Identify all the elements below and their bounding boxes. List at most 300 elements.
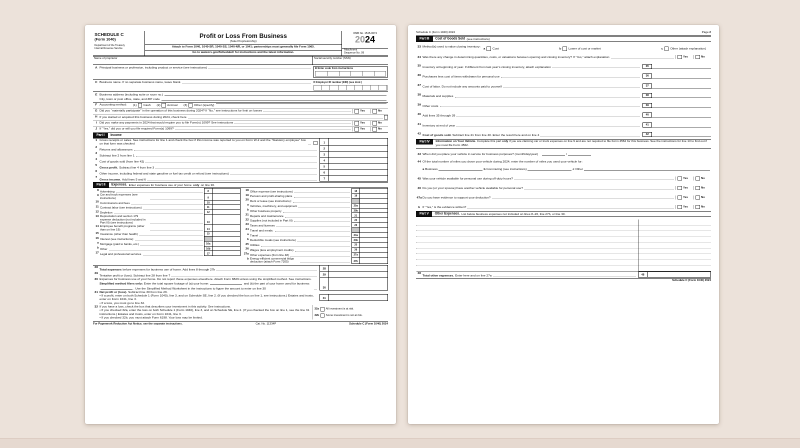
- yes-checkbox[interactable]: [678, 205, 682, 209]
- business-code-cells[interactable]: [315, 71, 386, 77]
- line-label: Contract labor (see instructions): [100, 206, 142, 210]
- line-label-area: [423, 64, 643, 69]
- expenses-left-column: [93, 189, 241, 264]
- yes-cell: [675, 195, 693, 199]
- line-number-box: 24b: [352, 237, 361, 242]
- no-cell: [370, 127, 388, 131]
- dotted-leader: [611, 58, 674, 59]
- yes-checkbox[interactable]: [678, 176, 682, 180]
- line-label: Repairs and maintenance: [250, 214, 284, 218]
- line-a-label: Principal business or profession, including product or service (see instructions): [99, 65, 207, 70]
- line-number-box: 12: [204, 210, 213, 215]
- ein-cells[interactable]: [314, 85, 388, 91]
- amount-field[interactable]: [329, 294, 388, 301]
- cogs-row: [416, 122, 711, 127]
- no-checkbox[interactable]: [696, 195, 700, 199]
- line-letter: A: [95, 65, 98, 70]
- line-number: 10: [95, 200, 99, 204]
- line-number-box: 38: [643, 93, 653, 98]
- accrual-label: Accrual: [167, 103, 178, 107]
- line-number: a: [247, 233, 249, 237]
- line-number-box: 16b: [204, 246, 213, 251]
- part-ii-only: only: [193, 183, 200, 187]
- dotted-leader: [175, 129, 350, 130]
- blank-line[interactable]: [216, 103, 387, 104]
- line-number: 38: [417, 93, 421, 97]
- no-checkbox[interactable]: [696, 55, 700, 59]
- yes-no-cells: [352, 127, 388, 131]
- line-number: 19: [245, 193, 249, 197]
- line-number-box: 25: [352, 242, 361, 247]
- line-number-box: 31: [320, 294, 330, 301]
- at-risk-options: [312, 305, 388, 320]
- line-number-box: 14: [204, 224, 213, 231]
- line-31-bullet-1: • If a profit, enter on both Schedule 1 (Form 1040), line 3, and on Schedule SE, line 2. (If you checked the box on line 1, see instructions.) Estates and trusts, enter on Form 1041, line 3.: [99, 294, 314, 302]
- amount-field[interactable]: [652, 122, 711, 127]
- line-label: Cost of goods sold (from line 42): [99, 160, 145, 164]
- line-31-bullet-2: • If a loss, you must go to line 32.: [99, 301, 145, 305]
- blank-line[interactable]: [161, 100, 386, 101]
- line-number-box: 41: [643, 122, 653, 127]
- all-investment-checkbox[interactable]: [320, 307, 324, 311]
- expense-row: [93, 251, 241, 256]
- some-investment-checkbox[interactable]: [320, 313, 324, 317]
- line-number: 5: [95, 163, 98, 168]
- part-ii-expenses: [93, 189, 388, 264]
- line-number: 8: [97, 188, 99, 192]
- other-inventory-checkbox[interactable]: [664, 47, 668, 51]
- dotted-leader: [235, 123, 351, 124]
- attach-instruction: Attach to Form 1040, 1040-SR, 1040-SS, 1040-NR, or 1041; partnerships must generally file Form 1065.: [145, 44, 342, 49]
- line-number-box: 24a: [352, 232, 361, 237]
- yes-label: Yes: [683, 195, 688, 199]
- amount-field[interactable]: [652, 103, 711, 108]
- part-iv-header: [416, 139, 711, 149]
- line-a-text-area[interactable]: [100, 66, 313, 70]
- no-label: No: [701, 176, 705, 180]
- line-label-area: [100, 194, 204, 201]
- no-checkbox[interactable]: [373, 121, 377, 125]
- line-number-box: 48: [638, 271, 648, 277]
- line-letter: G: [95, 109, 98, 113]
- option-32a-number: 32a: [314, 307, 319, 311]
- line-number: 14: [95, 225, 99, 229]
- line-number: 2: [95, 145, 98, 150]
- amount-field[interactable]: [213, 214, 241, 225]
- year-suffix: 24: [365, 34, 376, 45]
- line-label: Subtract line 4 from line 3: [119, 166, 155, 170]
- line-number-box: 27a: [352, 252, 361, 257]
- line-number-box: 39: [643, 103, 653, 108]
- part-v-subtitle: List below business expenses not included on lines 8–26, line 27b, or line 30.: [461, 212, 566, 216]
- line-j-row: [93, 126, 388, 132]
- line-number: 47a: [416, 196, 422, 200]
- yes-no-cells: [675, 205, 711, 209]
- line-43-label: When did you place your vehicle in service for business purposes? (month/day/year): [422, 152, 539, 156]
- no-cell: [693, 186, 711, 190]
- business-miles-blank[interactable]: [439, 168, 483, 172]
- question-text: Did you “materially participate” in the operation of this business during 2024? If “No,” see instructions for limit on losses: [99, 109, 262, 113]
- yes-checkbox[interactable]: [678, 186, 682, 190]
- form-id-block: [93, 31, 145, 55]
- amount-field[interactable]: [329, 277, 388, 290]
- form-footer-id: Schedule C (Form 1040) 2024: [672, 279, 711, 283]
- commuting-miles-blank[interactable]: [528, 168, 572, 172]
- question-text: [423, 177, 676, 181]
- line-number-box: 6: [320, 169, 330, 176]
- part-iv-intro: Information on Your Vehicle. Complete this part only if you are claiming car or truck expenses on line 9 and are not required to file Form 4562 for this business. See the instructions for line 13 to find out if you must file Form 4562.: [435, 140, 707, 147]
- date-month-blank[interactable]: [542, 153, 565, 157]
- line-number: 3: [95, 151, 98, 156]
- yes-checkbox[interactable]: [678, 195, 682, 199]
- line-number: 34: [417, 55, 421, 60]
- accounting-method-label: Accounting method:: [99, 103, 127, 107]
- line-label: Add lines 5 and 6: [121, 178, 146, 182]
- line-label: Legal and professional services: [100, 252, 142, 256]
- line-number-box: 35: [643, 64, 653, 69]
- yes-label: Yes: [683, 176, 688, 180]
- schedule-c-page-1[interactable]: [85, 25, 396, 424]
- other-method-checkbox[interactable]: [188, 103, 192, 107]
- cogs-row: [416, 93, 711, 98]
- amount-field[interactable]: [652, 64, 711, 69]
- page-title: Profit or Loss From Business: [199, 32, 288, 40]
- form-header: [93, 31, 388, 56]
- line-label: before expenses for business use of home. Add lines 8 through 27b: [122, 267, 216, 272]
- schedule-c-page-2[interactable]: [408, 25, 719, 424]
- dept-label: Department of the Treasury: [94, 44, 125, 48]
- option-number: (3): [183, 103, 188, 107]
- no-label: No: [701, 55, 705, 59]
- form-title-block: [145, 31, 342, 55]
- yes-no-cells: [675, 186, 711, 190]
- cash-checkbox[interactable]: [138, 103, 142, 107]
- line-label: Mortgage (paid to banks, etc.): [100, 243, 140, 246]
- part-iii-badge: Part III: [416, 37, 433, 42]
- catalog-number: Cat. No. 11334P: [255, 322, 277, 326]
- proprietor-name-field[interactable]: Name of proprietor: [94, 56, 118, 60]
- city-field[interactable]: [100, 98, 389, 102]
- line-33-label: Method(s) used to value closing inventory:: [422, 45, 481, 49]
- line-c-label: Business name. If no separate business name, leave blank.: [99, 80, 182, 84]
- line-31-intro: Subtract line 30 from line 29.: [128, 290, 168, 294]
- amount-field[interactable]: [652, 132, 711, 137]
- line-number: 12: [95, 210, 99, 214]
- form-subtitle: (Sole Proprietorship): [229, 39, 257, 43]
- omb-block: [342, 31, 388, 55]
- amount-field[interactable]: [329, 175, 388, 182]
- line-number: 22: [245, 218, 249, 222]
- expenses-right-column: [241, 189, 389, 264]
- bold-lead-in: Cost of goods sold.: [422, 133, 452, 138]
- other-expenses-list: [416, 220, 711, 272]
- line-number: 48: [417, 271, 421, 275]
- line-number: 28: [94, 265, 98, 269]
- line-label: Other business property: [250, 209, 282, 213]
- other-option: [183, 103, 214, 107]
- dotted-leader: [514, 179, 673, 180]
- yes-checkbox[interactable]: [355, 109, 359, 113]
- line-label: Materials and supplies: [422, 94, 454, 99]
- cogs-row: [416, 83, 711, 88]
- line-label: Supplies (not included in Part III): [250, 219, 293, 223]
- irs-label: Internal Revenue Service: [94, 47, 123, 51]
- yes-checkbox[interactable]: [355, 121, 359, 125]
- line-number: 33: [417, 45, 421, 49]
- expense-row: [93, 215, 241, 225]
- accrual-option: [157, 103, 178, 107]
- dotted-leader: [524, 189, 673, 190]
- dotted-leader: [552, 68, 640, 69]
- page-2-header: [416, 31, 711, 36]
- amount-field[interactable]: [652, 74, 711, 79]
- dotted-leader: [541, 136, 640, 137]
- line-number-box: 36: [643, 74, 653, 79]
- amount-field[interactable]: [213, 251, 241, 256]
- line-number: b: [96, 246, 99, 250]
- question-label: Was your vehicle available for personal use during off-duty hours?: [422, 177, 513, 181]
- schedule-label: SCHEDULE C: [94, 32, 124, 37]
- line-label: Rent or lease (see instructions):: [250, 200, 292, 204]
- yes-cell: [675, 176, 693, 180]
- no-checkbox[interactable]: [373, 127, 377, 131]
- cogs-row: [416, 64, 711, 69]
- page-2-footer: [416, 278, 711, 283]
- line-number-box: 22: [352, 218, 361, 223]
- line-number-box: 26: [352, 247, 361, 252]
- no-checkbox[interactable]: [373, 109, 377, 113]
- line-number: a: [97, 241, 99, 245]
- line-number: 42: [417, 132, 421, 136]
- line-label-area: [423, 74, 643, 79]
- dotted-leader: [493, 276, 635, 277]
- blank-line[interactable]: [165, 95, 387, 96]
- line-number-box: 11: [204, 205, 213, 210]
- no-cell: [693, 176, 711, 180]
- ssn-field[interactable]: Social security number (SSN): [312, 56, 388, 64]
- line-label-area: [100, 176, 320, 182]
- line-label: Car and truck expenses (see instructions): [100, 193, 138, 200]
- line-number: 43: [417, 152, 421, 156]
- option-letter: c: [572, 167, 575, 171]
- yes-no-cells: [675, 55, 711, 59]
- date-day-blank[interactable]: [568, 153, 591, 157]
- line-number: 9: [97, 193, 99, 197]
- commuting-miles-label: Commuting (see instructions): [486, 167, 527, 171]
- line-label: Vehicles, machinery, and equipment: [250, 204, 298, 208]
- line-label: Taxes and licenses: [250, 224, 275, 228]
- line-number-box: 4: [320, 157, 330, 164]
- line-30-intro: Expenses for business use of your home. Do not report these expenses elsewhere. Attach Form 8829 unless using the simplified method. See instructions.: [99, 277, 312, 281]
- amount-field[interactable]: [652, 93, 711, 98]
- question-text: If “Yes,” did you or will you file required Form(s) 1099?: [99, 127, 174, 131]
- yes-cell: [675, 55, 693, 59]
- line-33-row: [416, 45, 711, 51]
- line-number-box: 30: [320, 277, 330, 290]
- option-32b-number: 32b: [314, 313, 320, 317]
- no-label: No: [701, 186, 705, 190]
- page-2-content: [408, 25, 719, 424]
- vehicle-question-row: [416, 195, 711, 199]
- yes-checkbox[interactable]: [355, 127, 359, 131]
- code-box-label: B Enter code from instructions: [315, 67, 354, 71]
- sqft-home-label: Enter the total square footage of (a) your home:: [143, 282, 209, 286]
- line-30-row: [93, 277, 388, 290]
- business-code-block: [312, 66, 388, 79]
- line-label-area: [423, 113, 643, 118]
- no-checkbox[interactable]: [696, 176, 700, 180]
- no-cell: [370, 109, 388, 113]
- line-number-box: 42: [643, 132, 653, 137]
- date-slash: /: [566, 152, 567, 156]
- option-letter: c: [661, 46, 663, 51]
- yes-label: Yes: [683, 55, 688, 59]
- line-34-row: [416, 55, 711, 59]
- line-number: 25: [245, 242, 249, 246]
- form-footer-id: Schedule C (Form 1040) 2024: [349, 322, 388, 326]
- line-number: a: [247, 203, 249, 207]
- lower-cost-checkbox[interactable]: [563, 47, 567, 51]
- line-number: 17: [95, 251, 99, 255]
- line-letter: C: [95, 80, 98, 84]
- statement-text: If you started or acquired this business during 2024, check here: [100, 115, 389, 119]
- line-label: Other income, including federal and state gasoline or fuel tax credit or refund (see instructions): [99, 172, 229, 176]
- line-number: 11: [95, 205, 99, 209]
- line-label-area: [250, 257, 352, 264]
- line-number-box: 28: [320, 265, 330, 272]
- line-number-box: 1: [320, 138, 330, 146]
- line-number: b: [418, 205, 421, 209]
- line-number: 21: [245, 213, 249, 217]
- line-number: 36: [417, 73, 421, 78]
- cost-checkbox[interactable]: [487, 47, 491, 51]
- line-number-box: 5: [320, 163, 330, 170]
- line-44-label: Of the total number of miles you drove your vehicle during 2024, enter the number of miles you used your vehicle for:: [422, 160, 583, 164]
- line-number: b: [246, 237, 249, 241]
- yes-label: Yes: [360, 109, 365, 113]
- line-label: Travel: [250, 234, 259, 238]
- line-number: b: [246, 208, 249, 212]
- simplified-method-label: Simplified method filers only:: [99, 282, 143, 286]
- line-label-area: [100, 225, 204, 232]
- line-number: 39: [417, 102, 421, 107]
- amount-field[interactable]: [648, 271, 712, 277]
- line-label: Enter here and on line 27a: [455, 273, 492, 278]
- line-number: 13: [95, 215, 99, 219]
- cogs-row: [416, 132, 711, 137]
- line-label-area: [423, 83, 643, 88]
- line-31-amount-group: [320, 294, 389, 301]
- yes-label: Yes: [683, 186, 688, 190]
- bold-lead-in: Total expenses: [99, 267, 122, 272]
- lower-cost-option: [559, 47, 600, 51]
- yes-no-cells: [352, 121, 388, 125]
- option-letter: a: [422, 167, 425, 171]
- line-32-bullet-2: • If you checked 32b, you must attach Form 6198. Your loss may be limited.: [99, 316, 203, 320]
- part-iii-header: [416, 36, 711, 42]
- line-number-box: 16a: [204, 241, 213, 246]
- line-letter: E: [95, 92, 98, 97]
- line-32-text: [100, 305, 312, 320]
- started-business-checkbox[interactable]: [384, 115, 388, 119]
- line-number-box: 2: [320, 145, 330, 152]
- cash-option: [133, 103, 151, 107]
- part-ii-title: Expenses.: [111, 183, 128, 187]
- sqft-business-blank[interactable]: [101, 286, 133, 290]
- sqft-home-blank[interactable]: [210, 281, 242, 285]
- dotted-leader: [468, 208, 674, 209]
- line-number: 1: [95, 138, 98, 142]
- vehicle-question-row: [416, 205, 711, 209]
- question-label: Do you (or your spouse) have another vehicle available for personal use?: [422, 186, 523, 190]
- other-label: Other (specify): [193, 103, 215, 107]
- line-label: Other expenses (from line 48): [250, 253, 289, 257]
- bold-lead-in: Gross profit.: [99, 166, 119, 170]
- all-investment-option: [315, 307, 389, 311]
- part-ii-header: [93, 182, 388, 188]
- part-iv-badge: Part IV: [416, 140, 433, 145]
- no-checkbox[interactable]: [696, 186, 700, 190]
- dotted-leader: [455, 97, 640, 98]
- line-number: 40: [417, 112, 421, 117]
- line-number-box: 40: [643, 113, 653, 118]
- line-label: Other costs: [422, 104, 439, 108]
- income-row: [93, 176, 388, 182]
- address-field[interactable]: [100, 93, 389, 97]
- no-label: No: [378, 109, 382, 113]
- line-label: Energy efficient commercial bldgs deduction (attach Form 7205): [250, 257, 294, 264]
- line-number-box: 18: [352, 188, 361, 193]
- ein-label: D Employer ID number (EIN) (see instr.): [313, 80, 362, 84]
- lower-cost-label: Lower of cost or market: [568, 46, 601, 51]
- yes-no-cells: [352, 109, 388, 113]
- line-label: Pension and profit-sharing plans: [250, 195, 293, 199]
- part-iii-cogs-rows: [416, 64, 711, 137]
- option-number: (2): [156, 103, 161, 107]
- option-letter: b: [483, 167, 486, 171]
- line-number-box: 17: [204, 251, 213, 256]
- amount-field[interactable]: [652, 83, 711, 88]
- statutory-employee-checkbox[interactable]: [313, 141, 317, 145]
- accrual-checkbox[interactable]: [162, 103, 166, 107]
- line-label: Purchases less cost of items withdrawn for personal use: [422, 75, 500, 79]
- inventory-method-options: [483, 45, 712, 51]
- yes-checkbox[interactable]: [678, 55, 682, 59]
- goto-instruction: Go to www.irs.gov/ScheduleC for instructions and the latest information.: [145, 50, 342, 55]
- line-number: 26: [245, 247, 249, 251]
- option-number: (1): [132, 103, 137, 107]
- amount-field[interactable]: [360, 257, 388, 264]
- line-label-area: [423, 122, 643, 127]
- line-c-text-area[interactable]: [100, 80, 313, 84]
- city-label: City, town or post office, state, and ZIP code: [99, 97, 160, 102]
- no-label: No: [701, 205, 705, 209]
- line-label: Utilities: [250, 244, 260, 248]
- some-investment-label: Some investment is not at risk.: [325, 313, 363, 317]
- part-iv-questions: [416, 176, 711, 209]
- dotted-leader: [492, 198, 673, 199]
- question-label: If “Yes,” is the evidence written?: [422, 205, 467, 209]
- line-32-intro: If you have a loss, check the box that describes your investment in this activity. See instructions.: [99, 305, 231, 309]
- amount-field[interactable]: [652, 113, 711, 118]
- other-miles-blank[interactable]: [584, 168, 710, 172]
- line-label: Gross receipts or sales. See instructions for line 1 and check the box if this income was reported to you on Form W-2 and the “Statutory employee” box on that form was checked: [99, 138, 306, 146]
- other-method-option: [661, 47, 706, 51]
- ein-block: [312, 80, 388, 91]
- page-1-content: [85, 25, 396, 424]
- no-checkbox[interactable]: [696, 205, 700, 209]
- line-30-text: [100, 277, 314, 290]
